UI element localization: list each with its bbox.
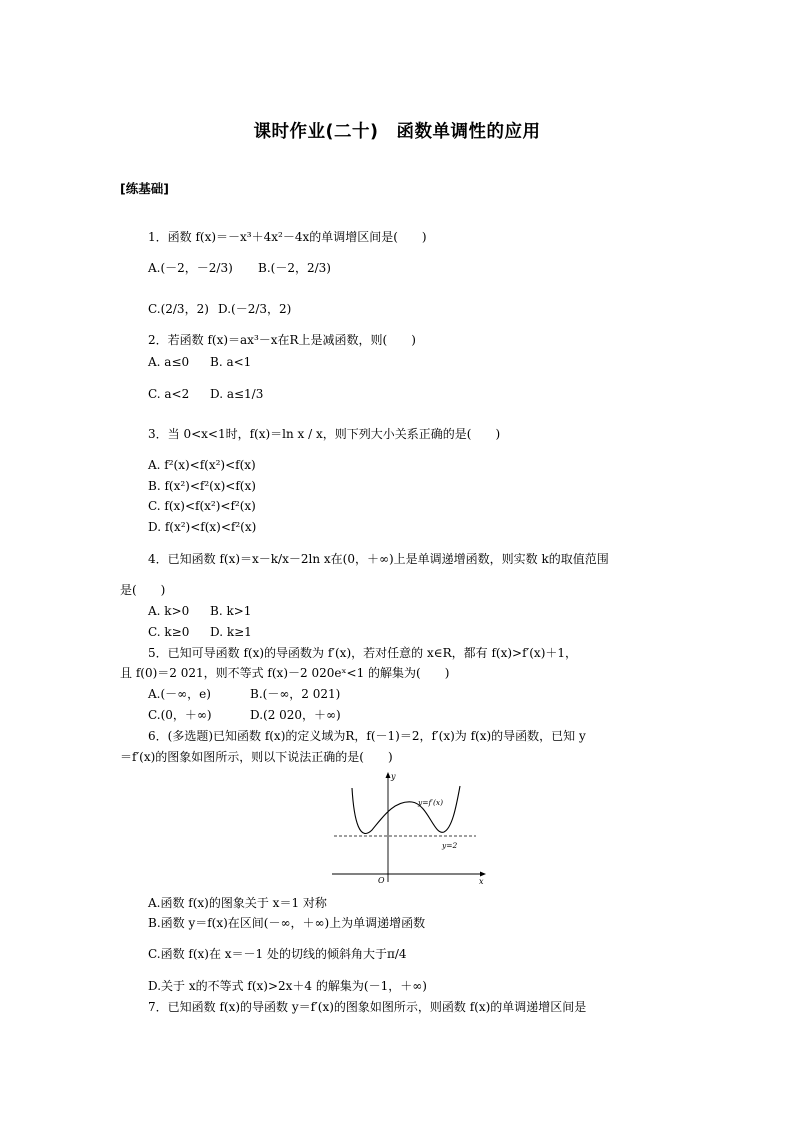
y-axis-arrow bbox=[386, 772, 391, 778]
question-2-option-d: D. a≤1/3 bbox=[210, 387, 264, 401]
question-4-option-c: C. k≥0 bbox=[148, 625, 190, 639]
question-3-option-b: B. f(x²)<f²(x)<f(x) bbox=[148, 479, 256, 493]
question-4-stem-line2: 是( ) bbox=[120, 583, 166, 597]
question-3-stem: 3．当 0<x<1时，f(x)＝ln x / x，则下列大小关系正确的是( ) bbox=[148, 427, 501, 441]
question-4-stem-line1: 4．已知函数 f(x)＝x－k/x－2ln x在(0，＋∞)上是单调递增函数，则实数 k的取值范围 bbox=[148, 552, 609, 566]
question-6-stem-line2: ＝f′(x)的图象如图所示，则以下说法正确的是( ) bbox=[120, 750, 393, 764]
curve-label: y=f′(x) bbox=[418, 798, 444, 807]
question-5-option-d: D.(2 020，＋∞) bbox=[250, 708, 341, 722]
question-5-option-a: A.(－∞，e) bbox=[148, 687, 211, 701]
question-3-option-d: D. f(x²)<f(x)<f²(x) bbox=[148, 520, 257, 534]
derivative-graph bbox=[330, 770, 490, 886]
question-6-option-c: C.函数 f(x)在 x＝－1 处的切线的倾斜角大于π/4 bbox=[148, 947, 407, 961]
question-5-stem-line2: 且 f(0)＝2 021，则不等式 f(x)－2 020eˣ<1 的解集为( ) bbox=[120, 666, 450, 680]
question-1-stem: 1．函数 f(x)＝－x³＋4x²－4x的单调增区间是( ) bbox=[148, 230, 427, 244]
y-axis-label: y bbox=[391, 772, 396, 781]
question-3-option-a: A. f²(x)<f(x²)<f(x) bbox=[148, 458, 256, 472]
question-6-stem-line1: 6．(多选题)已知函数 f(x)的定义域为R，f(－1)＝2，f′(x)为 f(x)的导函数，已知 y bbox=[148, 729, 586, 743]
question-2-option-b: B. a<1 bbox=[210, 355, 252, 369]
question-6-option-d: D.关于 x的不等式 f(x)>2x＋4 的解集为(－1，＋∞) bbox=[148, 979, 427, 993]
question-6-option-a: A.函数 f(x)的图象关于 x＝1 对称 bbox=[148, 896, 327, 910]
question-1-option-d: D.(－2/3，2) bbox=[218, 302, 292, 316]
question-1-option-b: B.(－2，2/3) bbox=[258, 261, 331, 275]
section-heading: [练基础] bbox=[120, 181, 169, 196]
line-label: y=2 bbox=[442, 841, 458, 850]
question-4-option-b: B. k>1 bbox=[210, 604, 252, 618]
page-title: 课时作业(二十) 函数单调性的应用 bbox=[253, 122, 541, 142]
question-3-option-c: C. f(x)<f(x²)<f²(x) bbox=[148, 499, 256, 513]
question-1-option-c: C.(2/3，2) bbox=[148, 302, 209, 316]
question-6-option-b: B.函数 y＝f(x)在区间(－∞，＋∞)上为单调递增函数 bbox=[148, 916, 426, 930]
question-5-option-c: C.(0，＋∞) bbox=[148, 708, 212, 722]
question-4-option-d: D. k≥1 bbox=[210, 625, 252, 639]
question-2-stem: 2．若函数 f(x)＝ax³－x在R上是减函数，则( ) bbox=[148, 333, 416, 347]
question-2-option-c: C. a<2 bbox=[148, 387, 190, 401]
question-4-option-a: A. k>0 bbox=[148, 604, 190, 618]
question-2-option-a: A. a≤0 bbox=[148, 355, 190, 369]
question-1-option-a: A.(－2，－2/3) bbox=[148, 261, 233, 275]
x-axis-arrow bbox=[480, 872, 486, 877]
derivative-curve bbox=[352, 786, 460, 834]
question-5-stem-line1: 5．已知可导函数 f(x)的导函数为 f′(x)，若对任意的 x∈R，都有 f(x)>f′(x)＋1， bbox=[148, 646, 578, 660]
x-axis-label: x bbox=[479, 877, 484, 886]
origin-label: O bbox=[378, 876, 385, 885]
question-7-stem: 7．已知函数 f(x)的导函数 y＝f′(x)的图象如图所示，则函数 f(x)的单调递增区间是 bbox=[148, 1000, 587, 1014]
question-5-option-b: B.(－∞，2 021) bbox=[250, 687, 341, 701]
